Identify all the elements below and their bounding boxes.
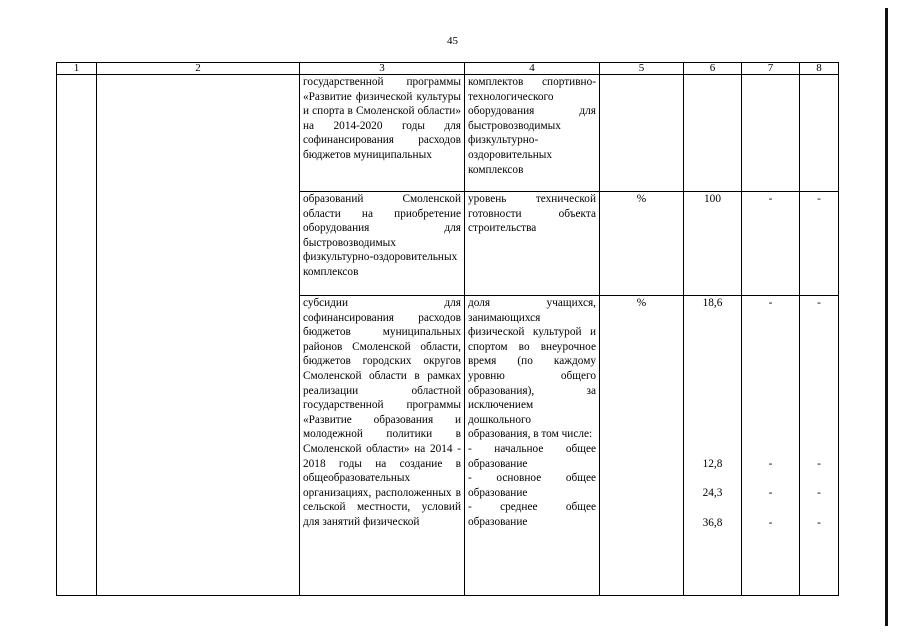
value-sub: - — [768, 487, 773, 500]
unit-cell — [600, 75, 684, 192]
value-sub: 36,8 — [702, 516, 723, 529]
header-cell: 7 — [742, 63, 800, 75]
value-cell — [684, 296, 742, 596]
value-total: 18,6 — [702, 297, 723, 309]
value-sub: - — [817, 457, 821, 470]
value-sub: 12,8 — [702, 457, 723, 470]
indicator-subitem: - начальное общее образование — [468, 442, 596, 470]
header-cell: 6 — [684, 63, 742, 75]
header-cell: 8 — [800, 63, 839, 75]
col1-cell — [57, 75, 97, 596]
indicators-table — [56, 62, 839, 596]
indicator-main-text: доля учащихся, занимающихся физической культурой и спортом во внеурочное время (по каждому уровню общего образования), за исключением дошкольного образования, в том числе: — [468, 297, 596, 441]
measure-cell: субсидии для софинансирования расходов бюджетов муниципальных районов Смоленской области, бюджетов городских округов Смоленской области в рамках реализации областной государственной программы «Развитие образования и молодежной политики в Смоленской области» на 2014 - 2018 годы на создание в общеобразовательных организациях, расположенных в сельской местности, условий для занятий физической — [300, 296, 465, 596]
col2-cell — [97, 75, 300, 596]
value-sub: - — [768, 516, 773, 529]
value-cell — [742, 296, 800, 596]
value-sub: - — [817, 487, 821, 500]
value-cell — [800, 75, 839, 192]
value-sub: - — [817, 516, 821, 529]
indicator-cell: комплектов спортивно-технологического оборудования для быстровозводимых физкультурно-оздоровительных комплексов — [465, 75, 600, 192]
indicator-cell — [465, 296, 600, 596]
unit-cell: % — [600, 296, 684, 596]
header-cell: 5 — [600, 63, 684, 75]
value-cell: - — [800, 192, 839, 296]
value-cell: - — [742, 192, 800, 296]
measure-cell: образований Смоленской области на приобретение оборудования для быстровозводимых физкультурно-оздоровительных комплексов — [300, 192, 465, 296]
value-cell — [742, 75, 800, 192]
indicator-subitem: - основное общее образование — [468, 472, 596, 499]
header-cell: 3 — [300, 63, 465, 75]
value-total: - — [768, 297, 773, 309]
value-sub: - — [768, 457, 773, 470]
value-cell — [800, 296, 839, 596]
value-sub: 24,3 — [702, 487, 723, 500]
scan-edge-bar — [885, 8, 888, 626]
header-row — [57, 63, 839, 75]
indicator-cell: уровень технической готовности объекта строительства — [465, 192, 600, 296]
value-total: - — [817, 297, 821, 309]
page-number: 45 — [447, 35, 458, 47]
value-cell: 100 — [684, 192, 742, 296]
table-row — [57, 75, 839, 192]
header-cell: 1 — [57, 63, 97, 75]
indicator-subitem: - среднее общее образование — [468, 501, 596, 528]
measure-cell: государственной программы «Развитие физической культуры и спорта в Смоленской области» на 2014-2020 годы для софинансирования расходов бюджетов муниципальных — [300, 75, 465, 192]
header-cell: 4 — [465, 63, 600, 75]
unit-cell: % — [600, 192, 684, 296]
value-cell — [684, 75, 742, 192]
header-cell: 2 — [97, 63, 300, 75]
